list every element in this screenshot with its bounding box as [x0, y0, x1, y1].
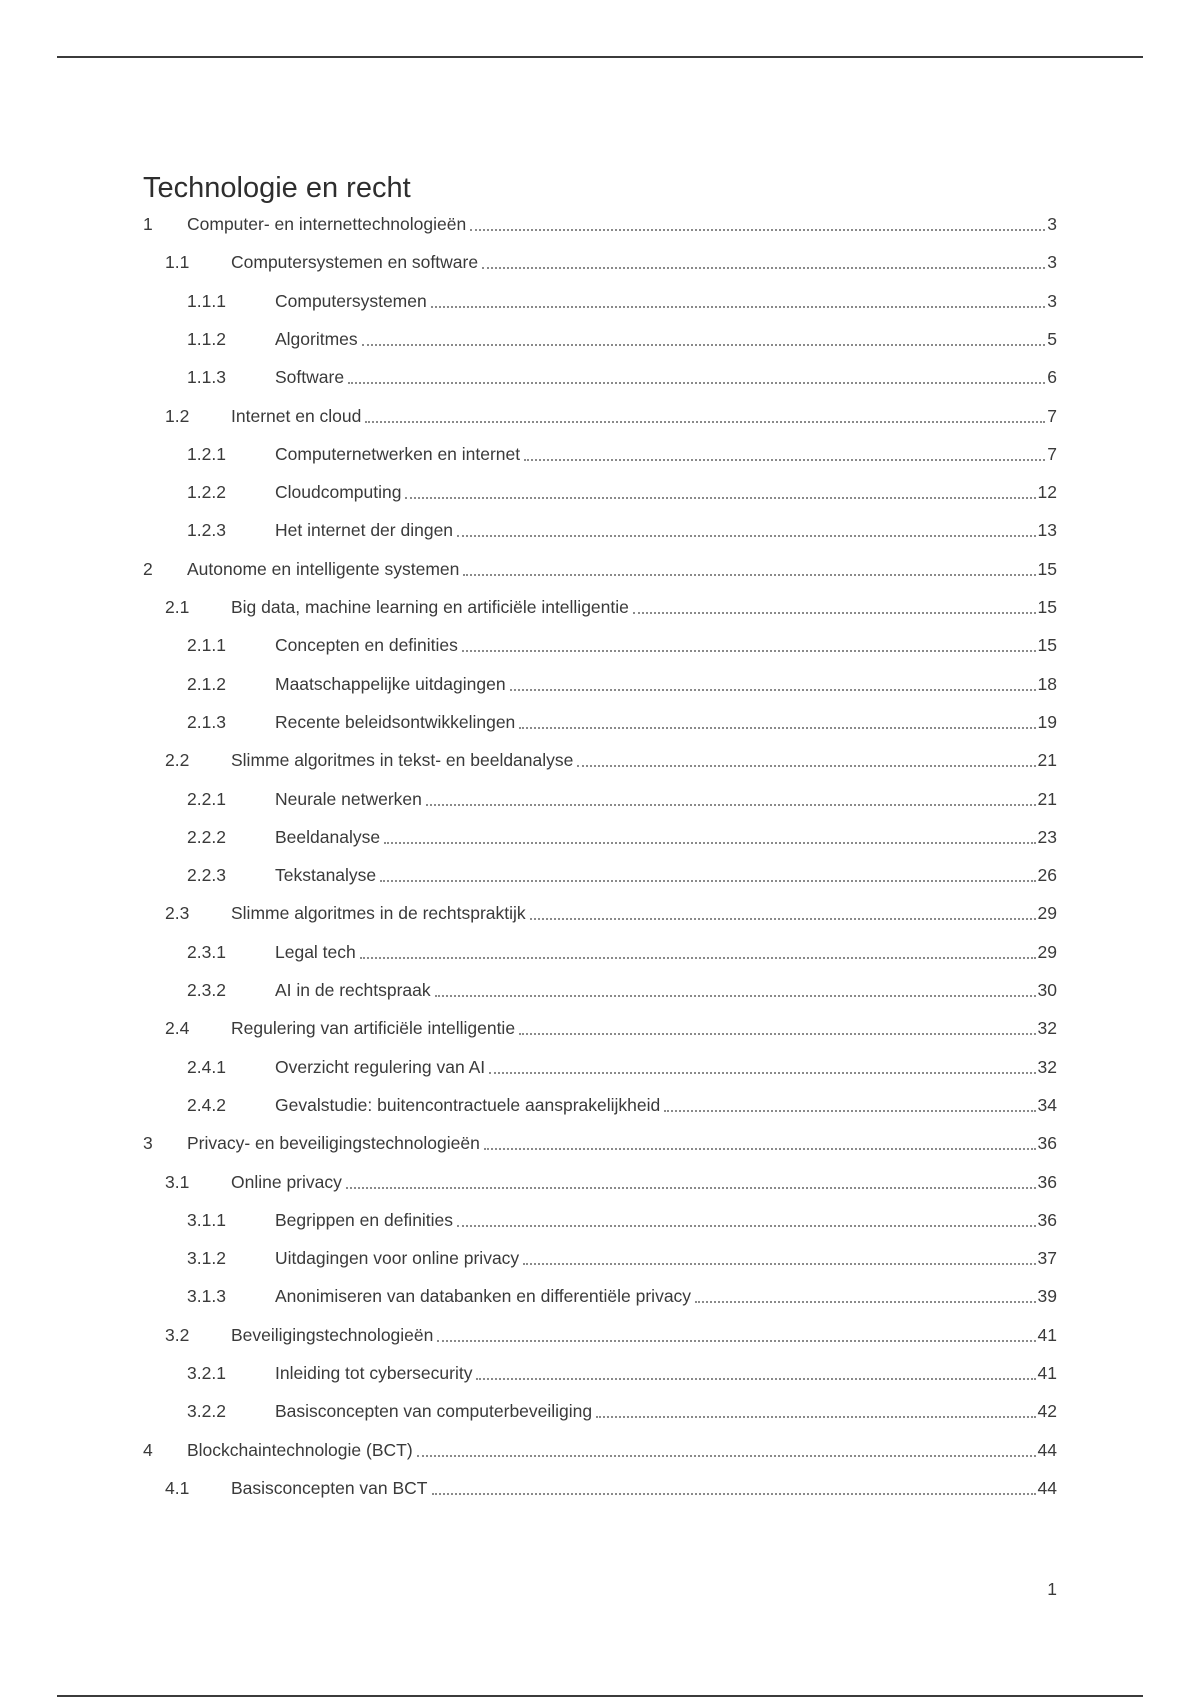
- toc-entry-page: 7: [1047, 444, 1057, 464]
- toc-entry-title: Concepten en definities: [275, 632, 460, 658]
- toc-entry-page: 12: [1037, 482, 1057, 502]
- toc-entry[interactable]: [0, 249, 1057, 275]
- toc-dot-leader: [362, 344, 1046, 346]
- toc-entry-title: Tekstanalyse: [275, 862, 378, 888]
- toc-entry-line: [231, 594, 1057, 620]
- toc-entry-page: 26: [1037, 865, 1057, 885]
- toc-entry[interactable]: [0, 1015, 1057, 1041]
- toc-entry-title: Basisconcepten van computerbeveiliging: [275, 1398, 594, 1424]
- toc-entry-page: 36: [1037, 1172, 1057, 1192]
- toc-entry-number: 2.2.3: [187, 865, 226, 885]
- toc-entry[interactable]: [0, 709, 1057, 735]
- toc-entry-line: [187, 556, 1057, 582]
- toc-entry[interactable]: [0, 1283, 1057, 1309]
- toc-dot-leader: [365, 421, 1045, 423]
- toc-entry-line: [231, 900, 1057, 926]
- toc-dot-leader: [462, 650, 1036, 652]
- page-number: 1: [1047, 1579, 1057, 1599]
- toc-entry-title: Online privacy: [231, 1169, 344, 1195]
- toc-entry-line: [275, 786, 1057, 812]
- toc-dot-leader: [695, 1301, 1035, 1303]
- toc-entry-title: Beveiligingstechnologieën: [231, 1322, 435, 1348]
- toc-entry-title: Computersystemen: [275, 288, 429, 314]
- toc-entry-number: 1.1: [165, 252, 190, 272]
- toc-entry-line: [275, 862, 1057, 888]
- toc-entry-line: [275, 517, 1057, 543]
- toc-entry-title: Uitdagingen voor online privacy: [275, 1245, 521, 1271]
- toc-entry-page: 36: [1037, 1133, 1057, 1153]
- toc-entry-page: 15: [1037, 597, 1057, 617]
- toc-dot-leader: [523, 1263, 1035, 1265]
- toc-dot-leader: [476, 1378, 1035, 1380]
- toc-dot-leader: [489, 1072, 1035, 1074]
- toc-entry-page: 44: [1037, 1478, 1057, 1498]
- toc-entry-line: [231, 1015, 1057, 1041]
- toc-entry-page: 15: [1037, 559, 1057, 579]
- toc-entry-number: 3.2.1: [187, 1363, 226, 1383]
- toc-entry-title: Computer- en internettechnologieën: [187, 211, 468, 237]
- toc-entry-number: 2.1.2: [187, 674, 226, 694]
- toc-entry-page: 30: [1037, 980, 1057, 1000]
- toc-entry-page: 3: [1047, 291, 1057, 311]
- toc-entry[interactable]: [0, 1437, 1057, 1463]
- toc-entry-title: Slimme algoritmes in tekst- en beeldanalyse: [231, 747, 575, 773]
- toc-entry[interactable]: [0, 288, 1057, 314]
- toc-entry-title: Begrippen en definities: [275, 1207, 455, 1233]
- toc-entry-number: 2.3.2: [187, 980, 226, 1000]
- toc-entry[interactable]: [0, 1207, 1057, 1233]
- toc-entry-line: [275, 939, 1057, 965]
- toc-entry-number: 2.1: [165, 597, 190, 617]
- toc-entry-title: Computersystemen en software: [231, 249, 480, 275]
- toc-entry-page: 39: [1037, 1286, 1057, 1306]
- toc-dot-leader: [577, 765, 1035, 767]
- toc-entry-line: [231, 747, 1057, 773]
- toc-entry[interactable]: [0, 517, 1057, 543]
- toc-entry-page: 32: [1037, 1018, 1057, 1038]
- toc-dot-leader: [426, 804, 1036, 806]
- toc-entry-title: Big data, machine learning en artificiële intelligentie: [231, 594, 631, 620]
- toc-entry-line: [275, 479, 1057, 505]
- toc-entry-line: [231, 1322, 1057, 1348]
- toc-entry-page: 37: [1037, 1248, 1057, 1268]
- toc-entry-title: Basisconcepten van BCT: [231, 1475, 430, 1501]
- toc-entry[interactable]: [0, 556, 1057, 582]
- toc-entry-number: 2.3.1: [187, 942, 226, 962]
- toc-entry-page: 42: [1037, 1401, 1057, 1421]
- toc-entry[interactable]: [0, 594, 1057, 620]
- toc-entry[interactable]: [0, 1360, 1057, 1386]
- toc-entry-title: Algoritmes: [275, 326, 360, 352]
- toc-entry-page: 44: [1037, 1440, 1057, 1460]
- toc-entry-title: AI in de rechtspraak: [275, 977, 433, 1003]
- toc-entry-page: 29: [1037, 903, 1057, 923]
- toc-dot-leader: [463, 574, 1035, 576]
- toc-entry-page: 18: [1037, 674, 1057, 694]
- toc-entry[interactable]: [0, 326, 1057, 352]
- toc-entry-number: 1.1.1: [187, 291, 226, 311]
- toc-dot-leader: [524, 459, 1045, 461]
- toc-entry-title: Regulering van artificiële intelligentie: [231, 1015, 517, 1041]
- toc-entry-line: [275, 288, 1057, 314]
- toc-entry-number: 1: [143, 214, 153, 234]
- toc-entry-line: [275, 824, 1057, 850]
- toc-entry[interactable]: [0, 977, 1057, 1003]
- toc-dot-leader: [457, 535, 1035, 537]
- toc-entry-page: 32: [1037, 1057, 1057, 1077]
- toc-entry-line: [275, 364, 1057, 390]
- toc-entry-number: 1.1.3: [187, 367, 226, 387]
- toc-entry[interactable]: [0, 441, 1057, 467]
- toc-dot-leader: [346, 1187, 1036, 1189]
- toc-entry-line: [275, 632, 1057, 658]
- toc-entry-line: [275, 1360, 1057, 1386]
- toc-entry-title: Overzicht regulering van AI: [275, 1054, 487, 1080]
- toc-entry-line: [275, 1092, 1057, 1118]
- toc-entry-page: 21: [1037, 750, 1057, 770]
- toc-dot-leader: [664, 1110, 1035, 1112]
- toc-entry-line: [231, 1475, 1057, 1501]
- toc-entry-line: [275, 1245, 1057, 1271]
- toc-entry-line: [275, 977, 1057, 1003]
- toc-entry-page: 36: [1037, 1210, 1057, 1230]
- toc-entry-title: Maatschappelijke uitdagingen: [275, 671, 508, 697]
- toc-entry-title: Het internet der dingen: [275, 517, 455, 543]
- toc-entry[interactable]: [0, 1169, 1057, 1195]
- toc-entry-title: Internet en cloud: [231, 403, 363, 429]
- toc-entry-page: 6: [1047, 367, 1057, 387]
- toc-entry-line: [275, 709, 1057, 735]
- toc-entry-number: 1.2.3: [187, 520, 226, 540]
- toc-entry-title: Inleiding tot cybersecurity: [275, 1360, 474, 1386]
- toc-entry-number: 3.1.2: [187, 1248, 226, 1268]
- toc-entry-page: 41: [1037, 1363, 1057, 1383]
- toc-entry-page: 13: [1037, 520, 1057, 540]
- toc-entry-number: 1.1.2: [187, 329, 226, 349]
- toc-entry-title: Slimme algoritmes in de rechtspraktijk: [231, 900, 528, 926]
- toc-entry-line: [275, 326, 1057, 352]
- toc-entry-title: Cloudcomputing: [275, 479, 403, 505]
- toc-entry-number: 1.2.2: [187, 482, 226, 502]
- toc-dot-leader: [380, 880, 1035, 882]
- toc-dot-leader: [348, 382, 1045, 384]
- toc-entry[interactable]: [0, 862, 1057, 888]
- toc-entry[interactable]: [0, 1322, 1057, 1348]
- toc-entry-number: 3: [143, 1133, 153, 1153]
- toc-entry-title: Legal tech: [275, 939, 358, 965]
- toc-entry[interactable]: [0, 900, 1057, 926]
- toc-entry-title: Neurale netwerken: [275, 786, 424, 812]
- toc-entry-line: [231, 249, 1057, 275]
- toc-entry-number: 3.1.3: [187, 1286, 226, 1306]
- toc-dot-leader: [432, 1493, 1036, 1495]
- toc-dot-leader: [633, 612, 1036, 614]
- toc-entry-number: 3.2: [165, 1325, 190, 1345]
- toc-entry[interactable]: [0, 364, 1057, 390]
- toc-entry-title: Beeldanalyse: [275, 824, 382, 850]
- toc-entry[interactable]: [0, 632, 1057, 658]
- toc-entry-number: 2: [143, 559, 153, 579]
- toc-dot-leader: [519, 1033, 1035, 1035]
- toc-entry-line: [187, 1437, 1057, 1463]
- toc-dot-leader: [484, 1148, 1036, 1150]
- toc-entry-page: 3: [1047, 214, 1057, 234]
- toc-entry-title: Privacy- en beveiligingstechnologieën: [187, 1130, 482, 1156]
- toc-entry[interactable]: [0, 671, 1057, 697]
- toc-entry-line: [275, 1054, 1057, 1080]
- toc-entry-number: 2.4.1: [187, 1057, 226, 1077]
- toc-entry-number: 4: [143, 1440, 153, 1460]
- toc-entry-number: 2.3: [165, 903, 190, 923]
- toc-entry-number: 4.1: [165, 1478, 190, 1498]
- toc-dot-leader: [431, 306, 1046, 308]
- toc-entry-line: [187, 1130, 1057, 1156]
- footer-rule: [57, 1695, 1143, 1697]
- toc-entry-title: Anonimiseren van databanken en differentiële privacy: [275, 1283, 693, 1309]
- toc-entry-page: 23: [1037, 827, 1057, 847]
- toc-entry-line: [187, 211, 1057, 237]
- toc-entry-page: 3: [1047, 252, 1057, 272]
- toc-entry-number: 1.2: [165, 406, 190, 426]
- toc-entry-page: 34: [1037, 1095, 1057, 1115]
- toc-entry-title: Autonome en intelligente systemen: [187, 556, 461, 582]
- toc-entry-page: 19: [1037, 712, 1057, 732]
- toc-entry-number: 1.2.1: [187, 444, 226, 464]
- toc-dot-leader: [384, 842, 1035, 844]
- toc-entry[interactable]: [0, 1245, 1057, 1271]
- toc-dot-leader: [510, 689, 1036, 691]
- toc-dot-leader: [417, 1455, 1036, 1457]
- toc-entry-title: Recente beleidsontwikkelingen: [275, 709, 517, 735]
- toc-dot-leader: [530, 918, 1036, 920]
- toc-entry-page: 15: [1037, 635, 1057, 655]
- toc-entry-line: [275, 1283, 1057, 1309]
- toc-dot-leader: [519, 727, 1035, 729]
- toc-entry-title: Blockchaintechnologie (BCT): [187, 1437, 415, 1463]
- toc-entry[interactable]: [0, 1092, 1057, 1118]
- toc-entry-number: 3.1: [165, 1172, 190, 1192]
- toc-entry-line: [275, 671, 1057, 697]
- toc-entry-number: 2.4.2: [187, 1095, 226, 1115]
- toc-entry[interactable]: [0, 479, 1057, 505]
- toc-entry-number: 2.2: [165, 750, 190, 770]
- toc-entry[interactable]: [0, 403, 1057, 429]
- toc-entry-page: 21: [1037, 789, 1057, 809]
- toc-entry-number: 2.4: [165, 1018, 190, 1038]
- toc-entry-line: [275, 1207, 1057, 1233]
- toc-dot-leader: [457, 1225, 1035, 1227]
- toc-entry-page: 7: [1047, 406, 1057, 426]
- toc-entry[interactable]: [0, 1054, 1057, 1080]
- toc-entry-line: [275, 1398, 1057, 1424]
- toc-entry-number: 3.1.1: [187, 1210, 226, 1230]
- toc-entry[interactable]: [0, 1130, 1057, 1156]
- toc-dot-leader: [596, 1416, 1035, 1418]
- toc-entry-line: [231, 1169, 1057, 1195]
- toc-dot-leader: [482, 267, 1045, 269]
- toc-entry-number: 2.2.1: [187, 789, 226, 809]
- toc-entry-title: Software: [275, 364, 346, 390]
- toc-entry[interactable]: [0, 939, 1057, 965]
- toc-entry-title: Computernetwerken en internet: [275, 441, 522, 467]
- toc-entry-line: [231, 403, 1057, 429]
- toc-entry-number: 3.2.2: [187, 1401, 226, 1421]
- toc-entry[interactable]: [0, 211, 1057, 237]
- toc-entry-number: 2.2.2: [187, 827, 226, 847]
- toc-entry-page: 29: [1037, 942, 1057, 962]
- toc-entry[interactable]: [0, 786, 1057, 812]
- toc-entry-page: 5: [1047, 329, 1057, 349]
- toc-entry[interactable]: [0, 824, 1057, 850]
- toc-dot-leader: [437, 1340, 1035, 1342]
- document-title: Technologie en recht: [143, 172, 411, 204]
- toc-entry[interactable]: [0, 1475, 1057, 1501]
- toc-entry[interactable]: [0, 1398, 1057, 1424]
- toc-entry-number: 2.1.3: [187, 712, 226, 732]
- toc-dot-leader: [435, 995, 1036, 997]
- toc-entry[interactable]: [0, 747, 1057, 773]
- toc-entry-line: [275, 441, 1057, 467]
- toc-entry-page: 41: [1037, 1325, 1057, 1345]
- toc-dot-leader: [405, 497, 1035, 499]
- toc-dot-leader: [360, 957, 1036, 959]
- toc-entry-number: 2.1.1: [187, 635, 226, 655]
- toc-dot-leader: [470, 229, 1045, 231]
- toc-entry-title: Gevalstudie: buitencontractuele aansprakelijkheid: [275, 1092, 662, 1118]
